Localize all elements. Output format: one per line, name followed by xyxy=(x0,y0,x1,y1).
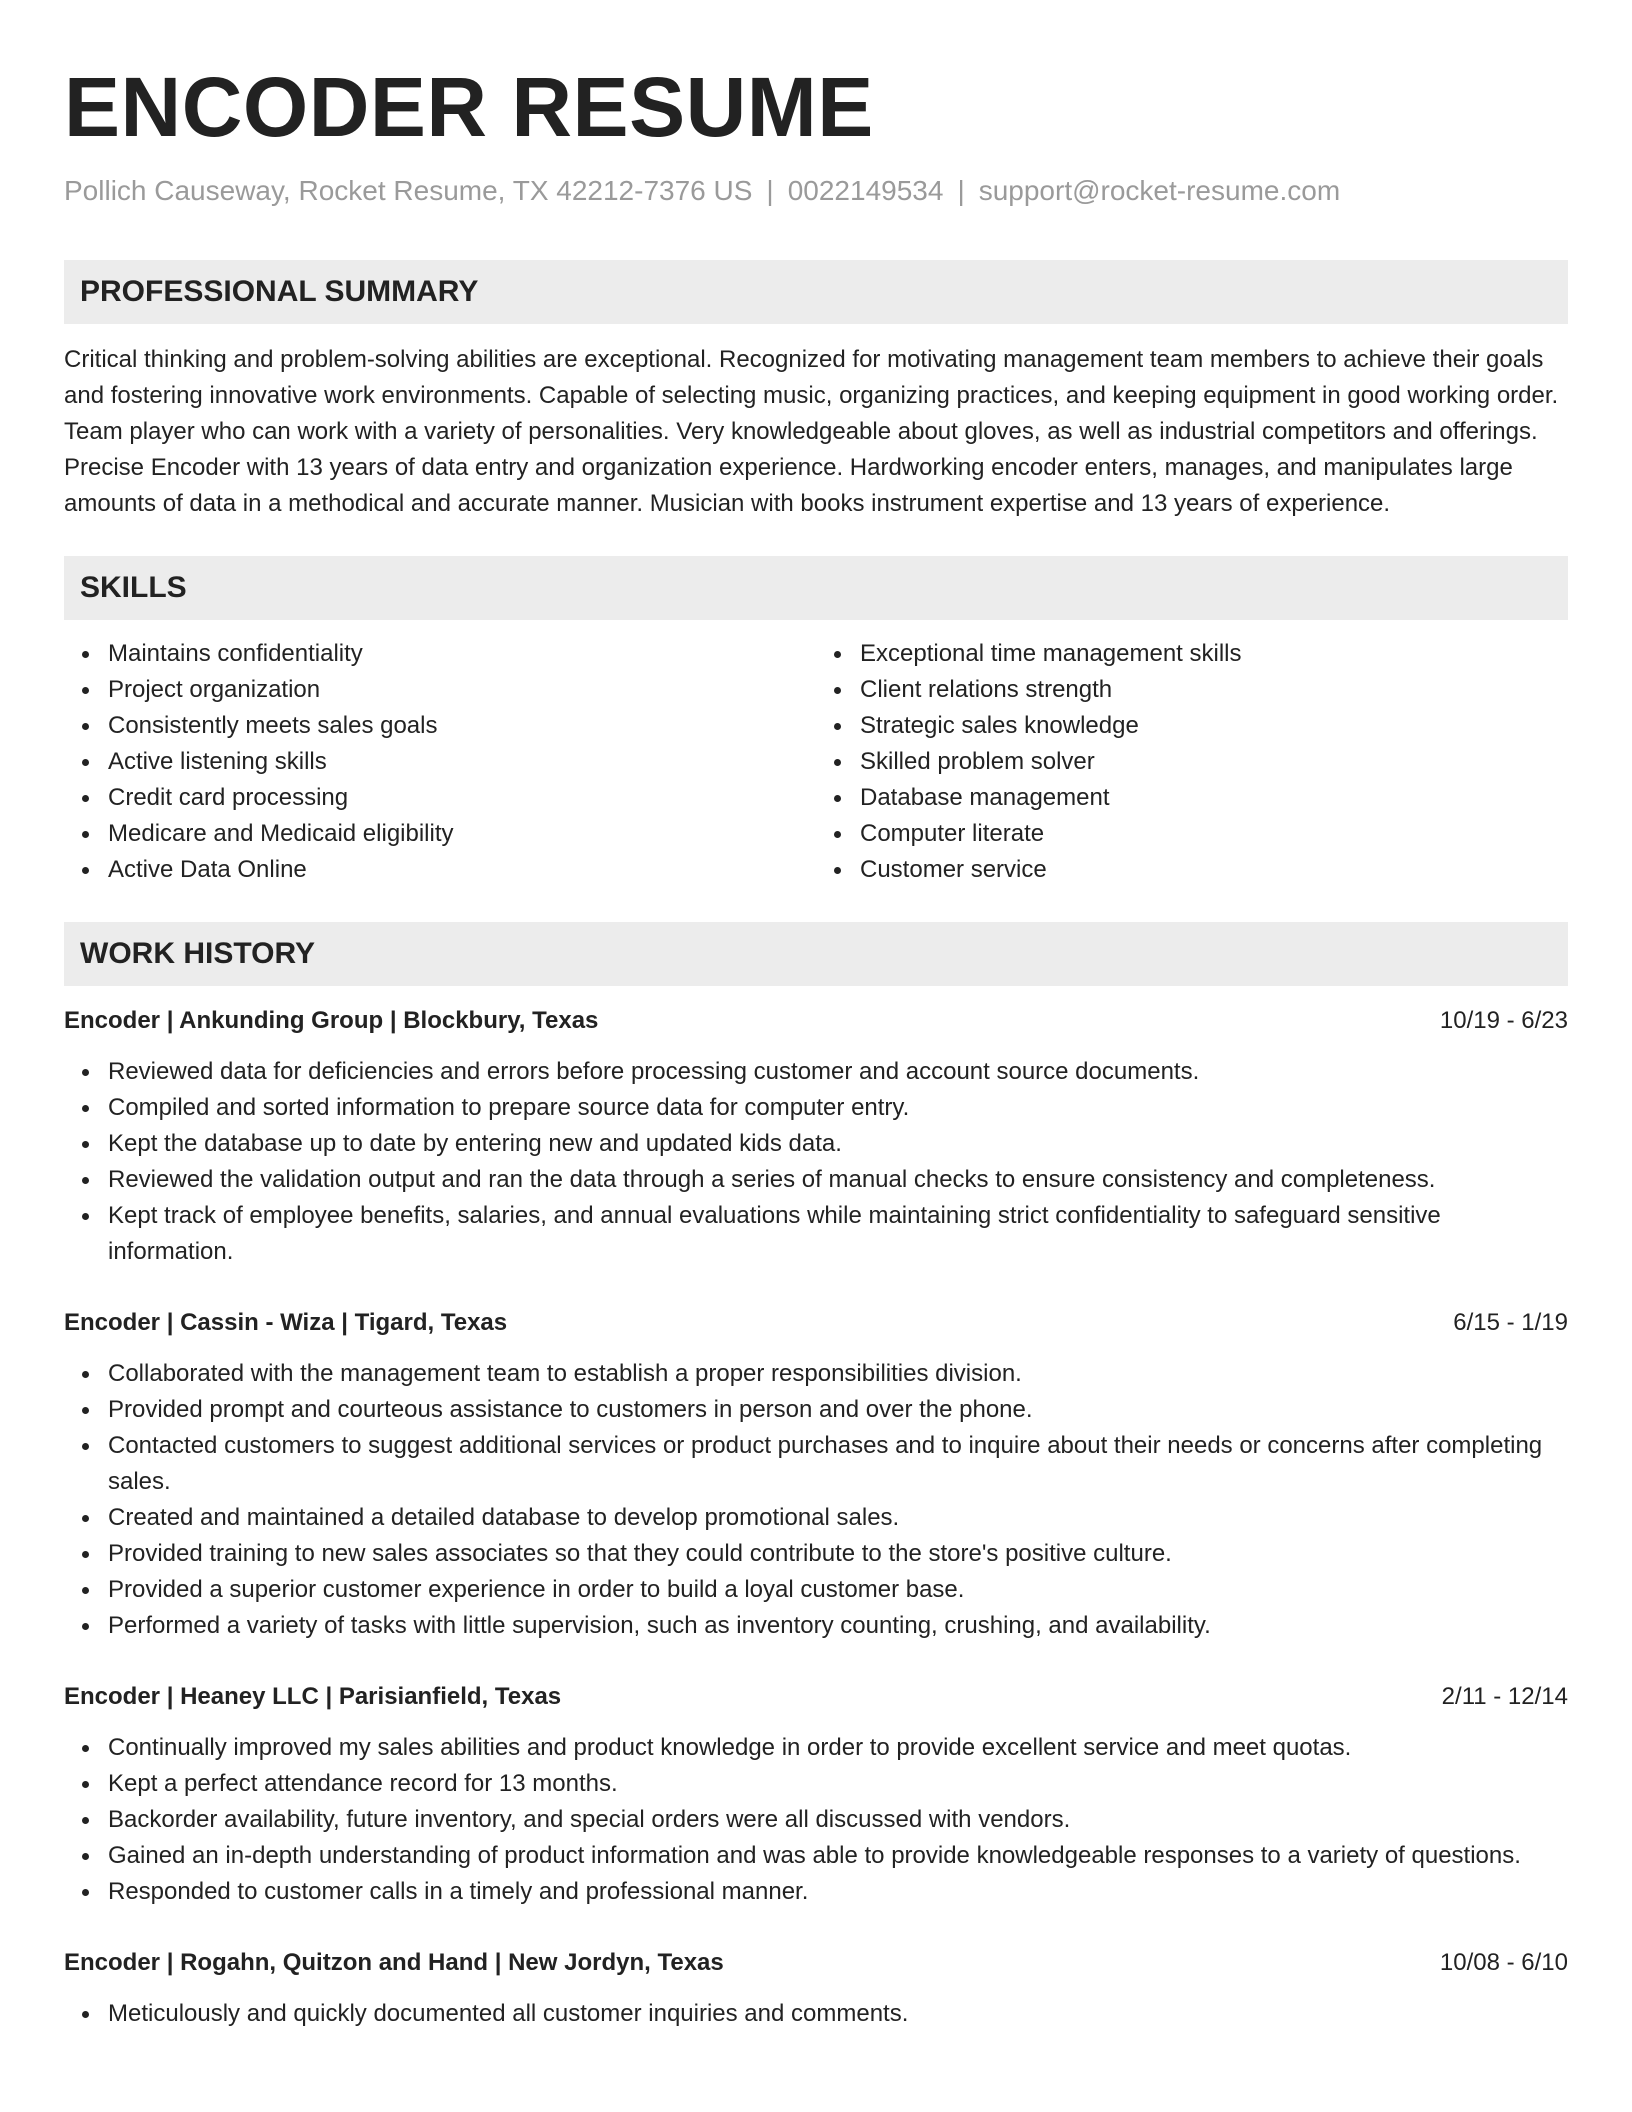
contact-email: support@rocket-resume.com xyxy=(978,175,1341,206)
job-bullets xyxy=(64,1054,1568,1270)
skill-item: Skilled problem solver xyxy=(860,744,1568,780)
contact-separator: | xyxy=(957,175,965,206)
job-header xyxy=(64,1004,1568,1038)
skill-item: Exceptional time management skills xyxy=(860,636,1568,672)
job-dates: 10/08 - 6/10 xyxy=(1439,1949,1568,1976)
skill-item: Medicare and Medicaid eligibility xyxy=(108,816,816,852)
job-entry xyxy=(64,1680,1568,1910)
job-bullet: Continually improved my sales abilities and product knowledge in order to provide excellent service and meet quotas. xyxy=(108,1730,1568,1766)
skill-item: Active Data Online xyxy=(108,852,816,888)
job-bullet: Created and maintained a detailed database to develop promotional sales. xyxy=(108,1500,1568,1536)
skill-item: Strategic sales knowledge xyxy=(860,708,1568,744)
contact-address: Pollich Causeway, Rocket Resume, TX 42212-7376 US xyxy=(64,175,753,206)
job-bullet: Reviewed the validation output and ran the data through a series of manual checks to ensure consistency and completeness. xyxy=(108,1162,1568,1198)
work-history-heading: WORK HISTORY xyxy=(64,922,1568,986)
skill-item: Consistently meets sales goals xyxy=(108,708,816,744)
contact-phone: 0022149534 xyxy=(787,175,944,206)
job-bullet: Responded to customer calls in a timely and professional manner. xyxy=(108,1874,1568,1910)
job-title: Encoder | Ankunding Group | Blockbury, Texas xyxy=(64,1007,599,1034)
summary-heading: PROFESSIONAL SUMMARY xyxy=(64,260,1568,324)
job-entry xyxy=(64,1004,1568,1270)
contact-line xyxy=(64,174,1568,208)
job-dates: 10/19 - 6/23 xyxy=(1439,1007,1568,1034)
job-bullet: Backorder availability, future inventory, and special orders were all discussed with vendors. xyxy=(108,1802,1568,1838)
job-bullet: Gained an in-depth understanding of product information and was able to provide knowledgeable responses to a variety of questions. xyxy=(108,1838,1568,1874)
skill-item: Computer literate xyxy=(860,816,1568,852)
job-entry xyxy=(64,1306,1568,1644)
job-header xyxy=(64,1946,1568,1980)
job-bullet: Contacted customers to suggest additional services or product purchases and to inquire about their needs or concerns after completing sales. xyxy=(108,1428,1568,1500)
skills-column-right xyxy=(816,636,1568,888)
job-header xyxy=(64,1306,1568,1340)
job-bullet: Provided a superior customer experience in order to build a loyal customer base. xyxy=(108,1572,1568,1608)
job-bullet: Kept a perfect attendance record for 13 months. xyxy=(108,1766,1568,1802)
job-bullet: Performed a variety of tasks with little supervision, such as inventory counting, crushing, and availability. xyxy=(108,1608,1568,1644)
summary-text: Critical thinking and problem-solving abilities are exceptional. Recognized for motivating management team members to achieve their goals and fostering innovative work environments. Capable of selecting music, organizing practices, and keeping equipment in good working order. Team player who can work with a variety of personalities. Very knowledgeable about gloves, as well as industrial competitors and offerings. Precise Encoder with 13 years of data entry and organization experience. Hardworking encoder enters, manages, and manipulates large amounts of data in a methodical and accurate manner. Musician with books instrument expertise and 13 years of experience. xyxy=(64,346,1559,517)
skill-item: Active listening skills xyxy=(108,744,816,780)
job-title: Encoder | Rogahn, Quitzon and Hand | New Jordyn, Texas xyxy=(64,1949,724,1976)
job-bullets xyxy=(64,1730,1568,1910)
job-bullet: Provided training to new sales associates so that they could contribute to the store's positive culture. xyxy=(108,1536,1568,1572)
skill-item: Project organization xyxy=(108,672,816,708)
job-dates: 2/11 - 12/14 xyxy=(1441,1683,1568,1710)
job-header xyxy=(64,1680,1568,1714)
skills-heading: SKILLS xyxy=(64,556,1568,620)
job-bullet: Compiled and sorted information to prepare source data for computer entry. xyxy=(108,1090,1568,1126)
job-title: Encoder | Cassin - Wiza | Tigard, Texas xyxy=(64,1309,508,1336)
job-bullet: Meticulously and quickly documented all customer inquiries and comments. xyxy=(108,1996,1568,2032)
job-dates: 6/15 - 1/19 xyxy=(1453,1309,1568,1336)
skills-list xyxy=(64,636,1568,888)
skill-item: Client relations strength xyxy=(860,672,1568,708)
job-title: Encoder | Heaney LLC | Parisianfield, Texas xyxy=(64,1683,562,1710)
skill-item: Customer service xyxy=(860,852,1568,888)
job-bullets xyxy=(64,1356,1568,1644)
skill-item: Database management xyxy=(860,780,1568,816)
skills-column-left xyxy=(64,636,816,888)
job-bullet: Kept the database up to date by entering new and updated kids data. xyxy=(108,1126,1568,1162)
job-bullet: Reviewed data for deficiencies and errors before processing customer and account source documents. xyxy=(108,1054,1568,1090)
contact-separator: | xyxy=(766,175,774,206)
job-bullet: Provided prompt and courteous assistance to customers in person and over the phone. xyxy=(108,1392,1568,1428)
job-bullet: Collaborated with the management team to establish a proper responsibilities division. xyxy=(108,1356,1568,1392)
skill-item: Maintains confidentiality xyxy=(108,636,816,672)
skill-item: Credit card processing xyxy=(108,780,816,816)
resume-title: ENCODER RESUME xyxy=(64,60,874,154)
job-entry xyxy=(64,1946,1568,2032)
job-bullets xyxy=(64,1996,1568,2032)
job-bullet: Kept track of employee benefits, salaries, and annual evaluations while maintaining strict confidentiality to safeguard sensitive information. xyxy=(108,1198,1568,1270)
